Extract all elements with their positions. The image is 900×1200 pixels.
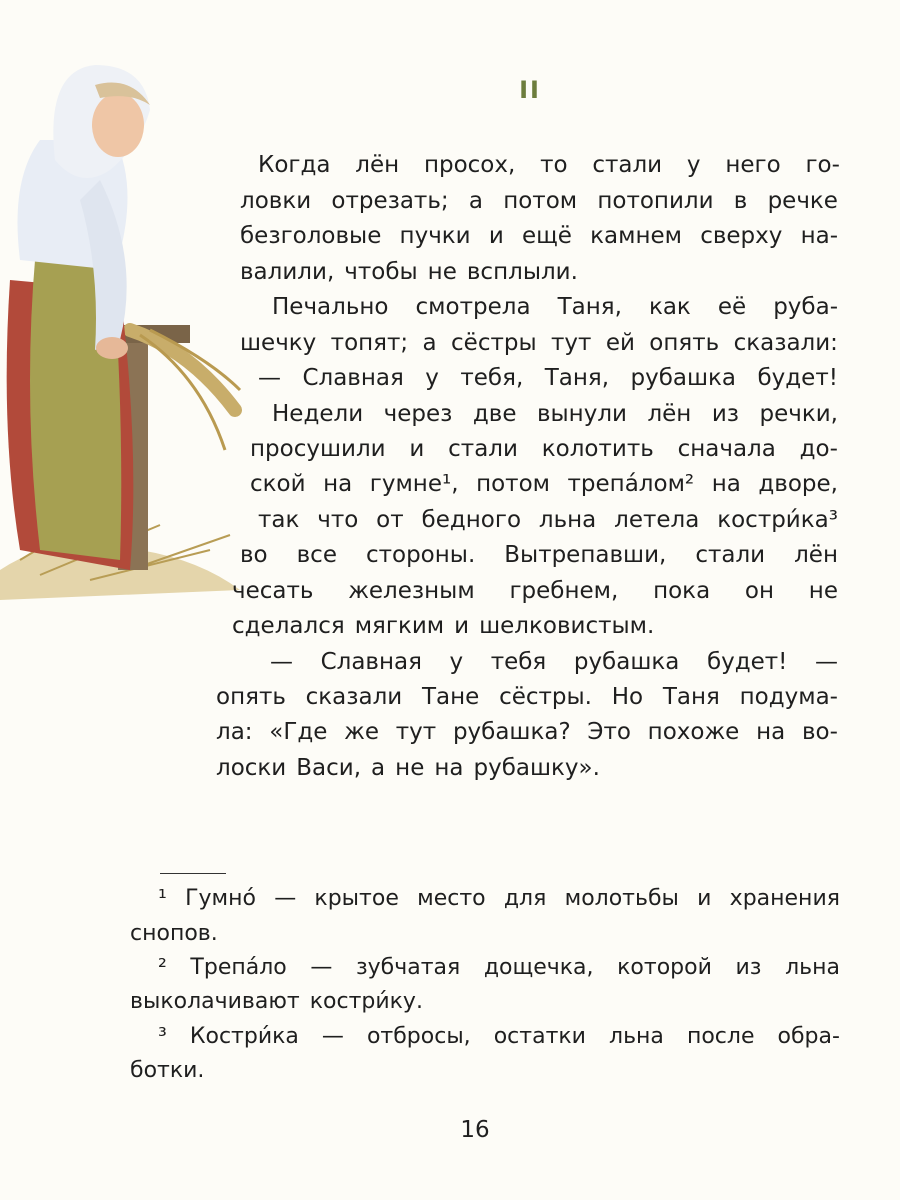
footnote-line: ² Трепа́ло — зубчатая дощечка, которой из льна: [158, 955, 840, 980]
footnote-divider: [160, 873, 226, 874]
text-line: Недели через две вынули лён из речки,: [272, 401, 838, 427]
footnote-line: ³ Костри́ка — отбросы, остатки льна после обра-: [158, 1024, 840, 1049]
text-line: сделался мягким и шелковистым.: [232, 613, 655, 639]
text-line: во все стороны. Вытрепавши, стали лён: [240, 542, 838, 568]
footnote-line: снопов.: [130, 921, 218, 946]
text-line: лоски Васи, а не на рубашку».: [216, 755, 600, 781]
text-line: опять сказали Тане сёстры. Но Таня подума-: [216, 684, 838, 710]
text-line: так что от бедного льна летела костри́ка³: [258, 507, 838, 533]
page-number: 16: [460, 1117, 490, 1143]
text-line: просушили и стали колотить сначала до-: [250, 436, 838, 462]
illustration-woman-with-flax: [0, 30, 250, 600]
text-line: ла: «Где же тут рубашка? Это похоже на во-: [216, 719, 838, 745]
text-line: — Славная у тебя рубашка будет! —: [270, 649, 838, 675]
text-line: Печально смотрела Таня, как её руба-: [272, 294, 838, 320]
footnote-line: ¹ Гумно́ — крытое место для молотьбы и хранения: [158, 886, 840, 911]
text-line: безголовые пучки и ещё камнем сверху на-: [240, 223, 838, 249]
chapter-number: II: [519, 76, 541, 104]
footnote-line: выколачивают костри́ку.: [130, 989, 423, 1014]
text-line: Когда лён просох, то стали у него го-: [258, 152, 840, 178]
text-line: ской на гумне¹, потом трепа́лом² на дворе,: [250, 471, 838, 497]
text-line: валили, чтобы не всплыли.: [240, 259, 578, 285]
text-line: — Славная у тебя, Таня, рубашка будет!: [258, 365, 838, 391]
footnote-line: ботки.: [130, 1058, 205, 1083]
text-line: ловки отрезать; а потом потопили в речке: [240, 188, 838, 214]
text-line: шечку топят; а сёстры тут ей опять сказали:: [240, 330, 838, 356]
text-line: чесать железным гребнем, пока он не: [232, 578, 838, 604]
